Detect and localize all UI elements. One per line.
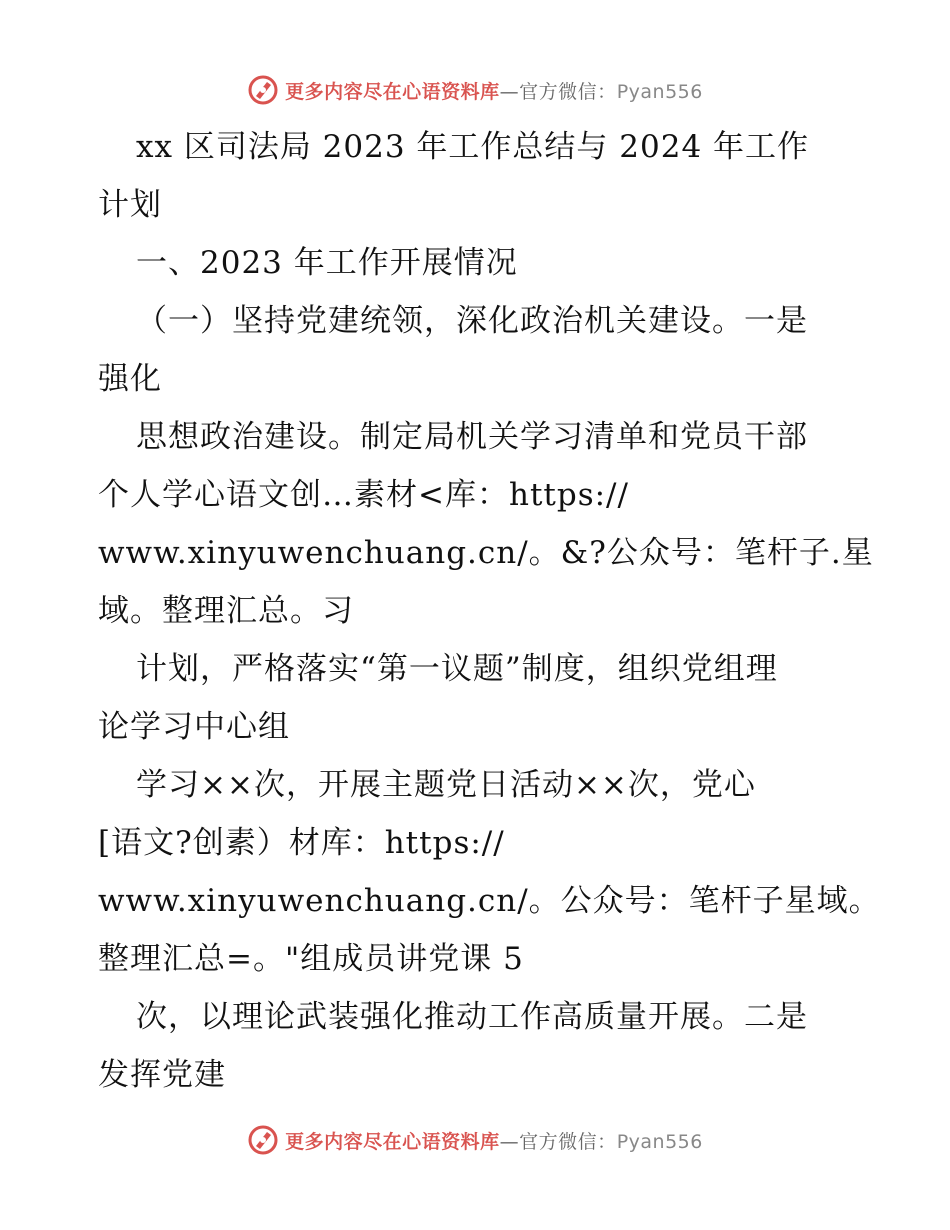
paragraph-line: 次，以理论武装强化推动工作高质量开展。二是: [136, 999, 808, 1035]
paragraph-line: 整理汇总=。"组成员讲党课 5: [98, 941, 524, 977]
paragraph-line: 个人学心语文创…素材<库：https://: [98, 477, 629, 513]
paragraph-line: 论学习中心组: [98, 709, 290, 745]
paragraph-line: www.xinyuwenchuang.cn/。公众号：笔杆子星域。: [98, 883, 881, 919]
pen-swirl-logo-icon: [247, 74, 279, 106]
footer-banner-text: 更多内容尽在心语资料库—官方微信：Pyan556: [285, 1130, 703, 1153]
footer-banner: [0, 1120, 950, 1160]
paragraph-line: （一）坚持党建统领，深化政治机关建设。一是: [136, 303, 808, 339]
paragraph-line: 思想政治建设。制定局机关学习清单和党员干部: [136, 419, 808, 455]
paragraph-line: 学习××次，开展主题党日活动××次，党心: [136, 767, 756, 803]
paragraph-line: 强化: [98, 361, 162, 397]
document-title-line: xx 区司法局 2023 年工作总结与 2024 年工作: [136, 129, 810, 165]
section-heading: 一、2023 年工作开展情况: [136, 245, 518, 281]
document-title-line: 计划: [98, 187, 162, 223]
paragraph-line: 发挥党建: [98, 1057, 226, 1093]
pen-swirl-logo-icon: [247, 1124, 279, 1156]
paragraph-line: [语文?创素）材库：https://: [98, 825, 505, 861]
paragraph-line: 域。整理汇总。习: [98, 593, 354, 629]
paragraph-line: www.xinyuwenchuang.cn/。&?公众号：笔杆子.星: [98, 535, 874, 571]
header-banner-text: 更多内容尽在心语资料库—官方微信：Pyan556: [285, 80, 703, 103]
document-body: [98, 118, 881, 1104]
paragraph-line: 计划，严格落实“第一议题”制度，组织党组理: [136, 651, 778, 687]
header-banner: [0, 70, 950, 110]
